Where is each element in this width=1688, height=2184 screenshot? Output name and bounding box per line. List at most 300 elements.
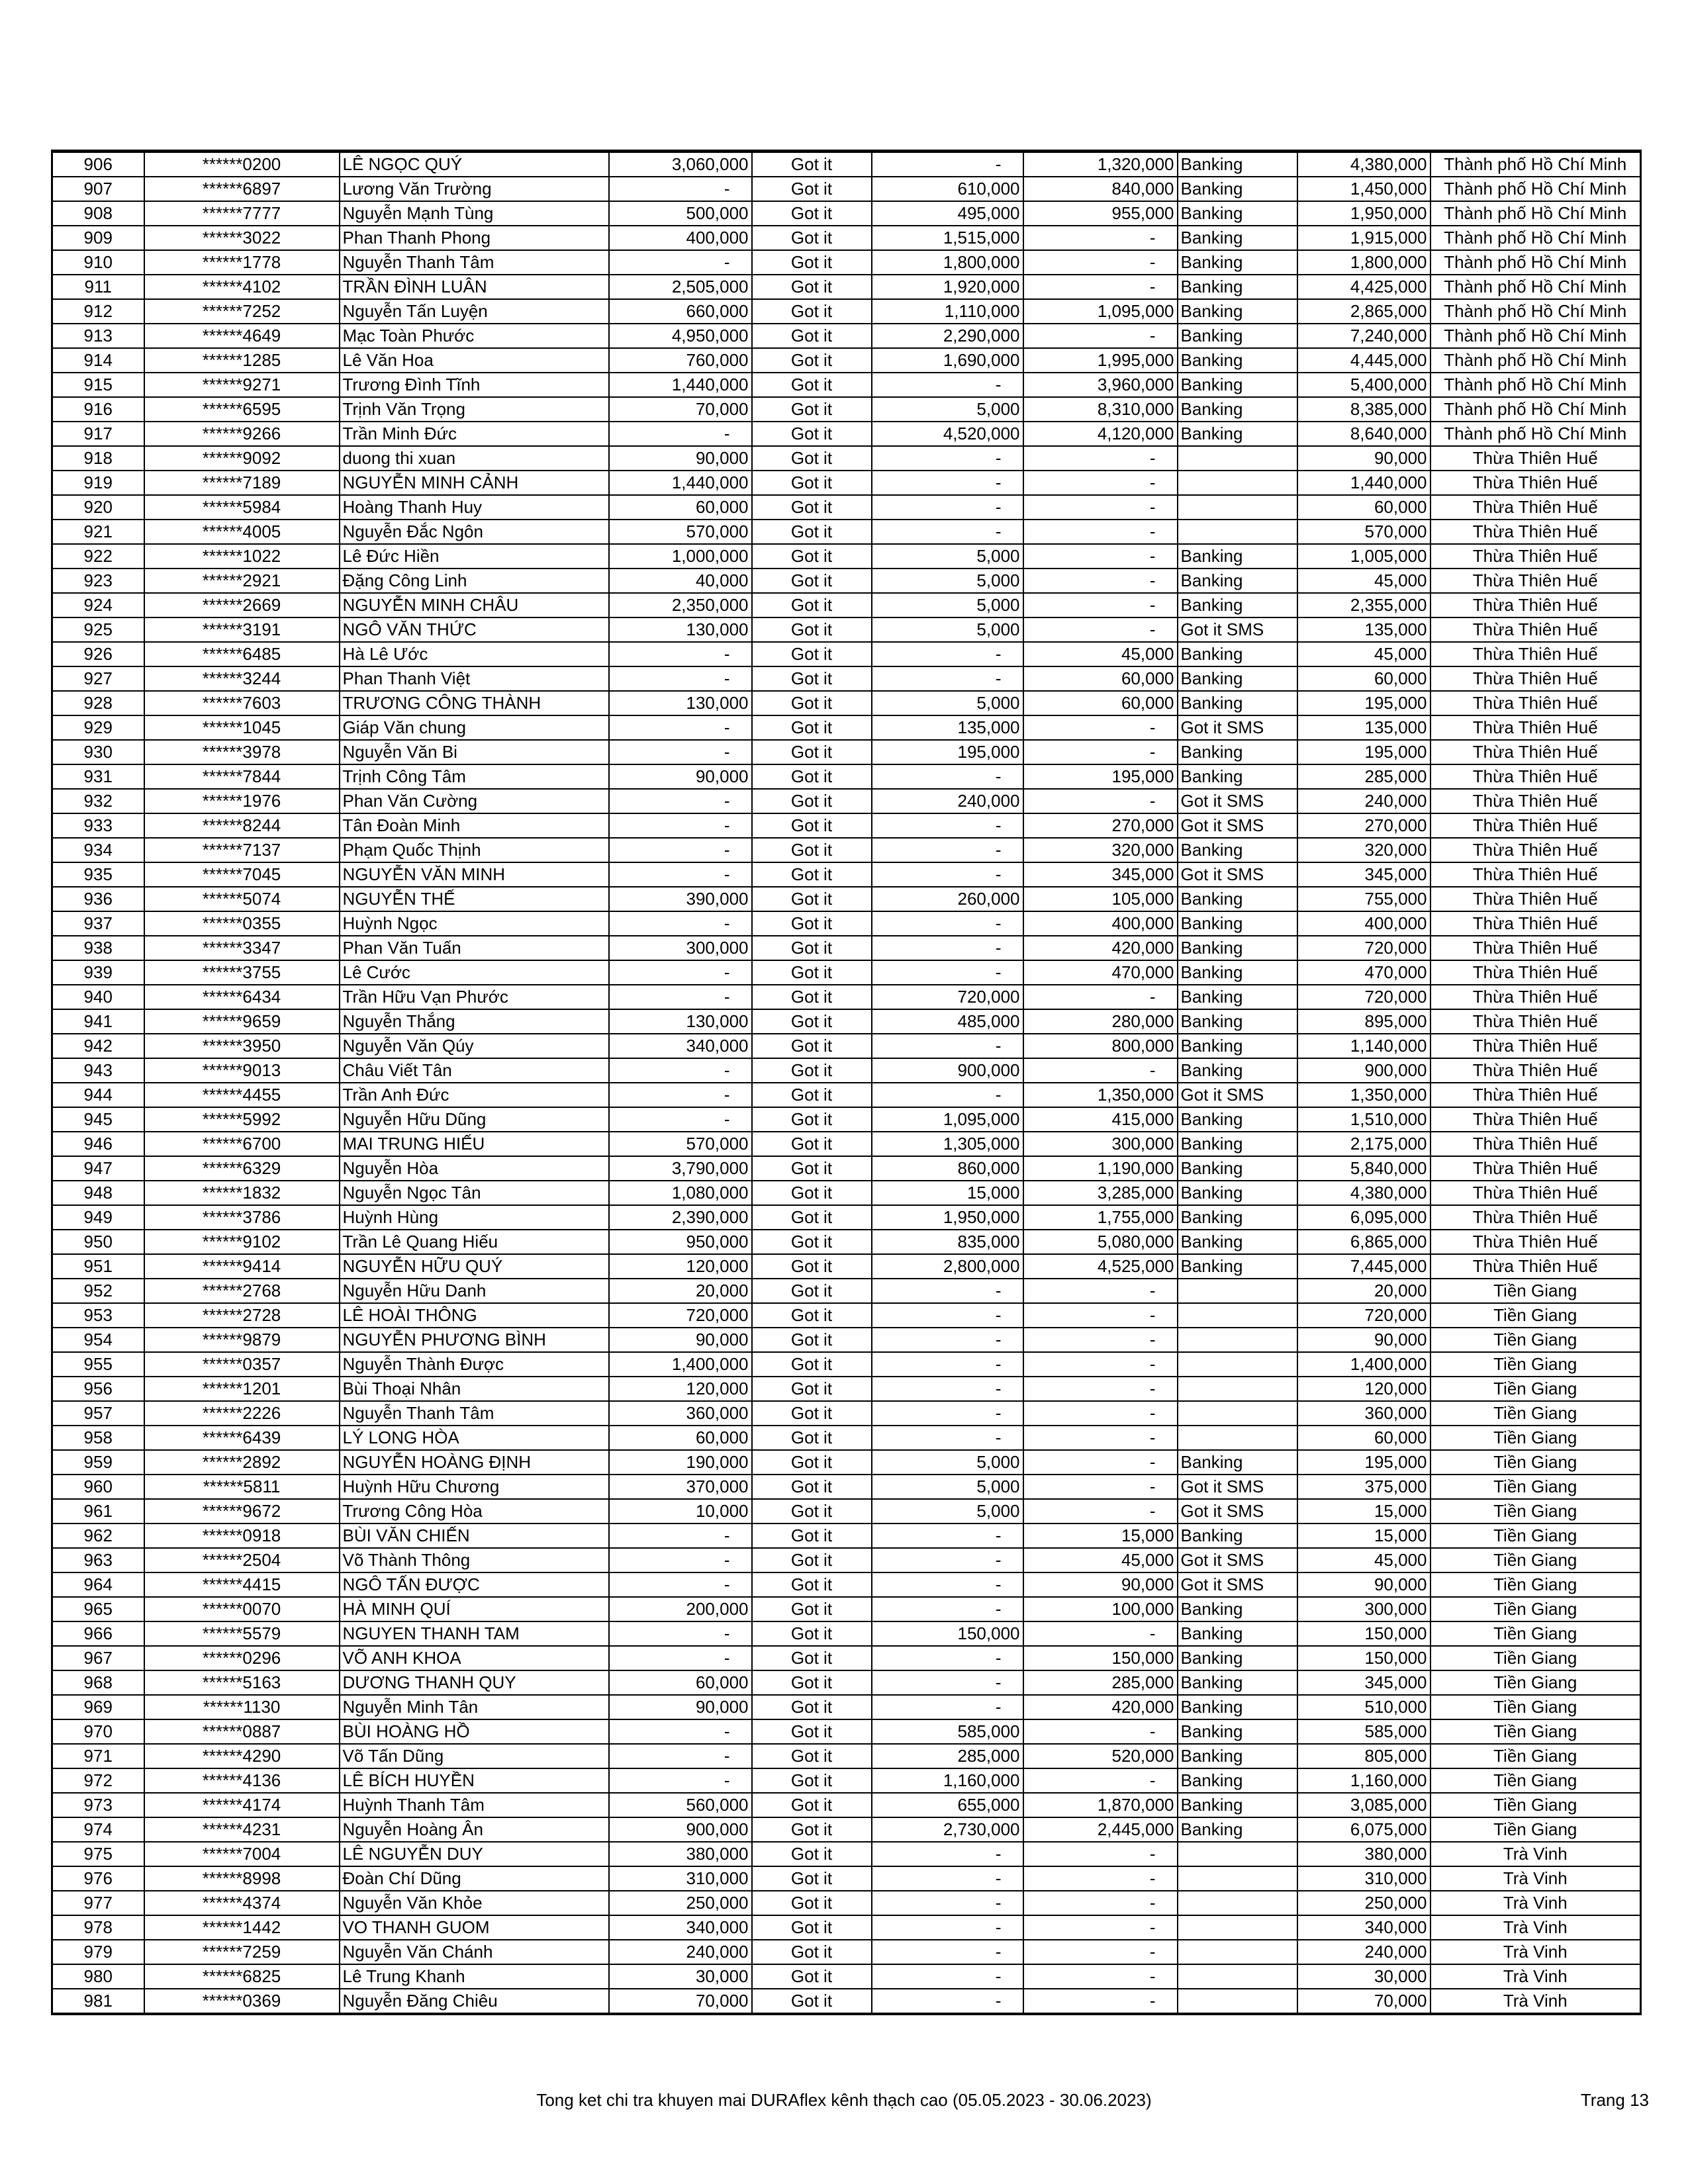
amount1-cell: 390,000 [609,887,752,911]
table-row [52,617,1641,642]
amount1-cell: 900,000 [609,1817,752,1842]
stt-cell: 910 [52,250,144,275]
phone-cell: ******6434 [144,985,340,1009]
table-row [52,1009,1641,1034]
method-cell: Banking [1178,1621,1297,1646]
province-cell: Thừa Thiên Huế [1430,740,1641,764]
province-cell: Thành phố Hồ Chí Minh [1430,226,1641,250]
stt-cell: 931 [52,764,144,789]
method-cell [1178,1866,1297,1891]
name-cell: NGUYỄN MINH CHÂU [340,593,609,617]
province-cell: Thừa Thiên Huế [1430,813,1641,838]
table-row [52,1940,1641,1964]
amount1-cell: - [609,1768,752,1793]
method-cell: Got it SMS [1178,1083,1297,1107]
status-cell: Got it [752,1181,872,1205]
stt-cell: 944 [52,1083,144,1107]
total-cell: 510,000 [1297,1695,1430,1719]
table-row [52,1254,1641,1279]
method-cell: Got it SMS [1178,813,1297,838]
total-cell: 320,000 [1297,838,1430,862]
method-cell [1178,1279,1297,1303]
status-cell: Got it [752,299,872,324]
table-row [52,569,1641,593]
amount2-cell: 720,000 [872,985,1023,1009]
table-row [52,471,1641,495]
amount1-cell: - [609,1719,752,1744]
method-cell: Banking [1178,1524,1297,1548]
amount1-cell: - [609,1058,752,1083]
amount2-cell: - [872,813,1023,838]
amount3-cell: 800,000 [1023,1034,1178,1058]
phone-cell: ******2768 [144,1279,340,1303]
status-cell: Got it [752,887,872,911]
method-cell: Banking [1178,1597,1297,1621]
status-cell: Got it [752,936,872,960]
total-cell: 60,000 [1297,666,1430,691]
amount2-cell: 15,000 [872,1181,1023,1205]
status-cell: Got it [752,691,872,715]
table-row [52,911,1641,936]
phone-cell: ******5579 [144,1621,340,1646]
name-cell: Hà Lê Ước [340,642,609,666]
total-cell: 240,000 [1297,789,1430,813]
name-cell: Hoàng Thanh Huy [340,495,609,520]
amount2-cell: 485,000 [872,1009,1023,1034]
status-cell: Got it [752,1719,872,1744]
amount3-cell: - [1023,1964,1178,1989]
method-cell: Banking [1178,1181,1297,1205]
phone-cell: ******3786 [144,1205,340,1230]
phone-cell: ******5163 [144,1670,340,1695]
amount1-cell: 950,000 [609,1230,752,1254]
total-cell: 250,000 [1297,1891,1430,1915]
stt-cell: 962 [52,1524,144,1548]
table-row [52,544,1641,569]
status-cell: Got it [752,1475,872,1499]
method-cell [1178,495,1297,520]
phone-cell: ******2226 [144,1401,340,1426]
stt-cell: 919 [52,471,144,495]
table-row [52,593,1641,617]
amount1-cell: - [609,1646,752,1670]
amount1-cell: 90,000 [609,1328,752,1352]
table-row [52,813,1641,838]
amount3-cell: - [1023,569,1178,593]
province-cell: Tiền Giang [1430,1719,1641,1744]
name-cell: Nguyễn Đăng Chiêu [340,1989,609,2014]
phone-cell: ******0357 [144,1352,340,1377]
amount1-cell: 70,000 [609,1989,752,2014]
status-cell: Got it [752,789,872,813]
name-cell: Huỳnh Thanh Tâm [340,1793,609,1817]
phone-cell: ******1442 [144,1915,340,1940]
total-cell: 8,640,000 [1297,422,1430,446]
name-cell: Nguyễn Thanh Tâm [340,1401,609,1426]
amount3-cell: 5,080,000 [1023,1230,1178,1254]
method-cell: Banking [1178,887,1297,911]
name-cell: MAI TRUNG HIẾU [340,1132,609,1156]
method-cell [1178,1328,1297,1352]
status-cell: Got it [752,715,872,740]
total-cell: 45,000 [1297,642,1430,666]
amount3-cell: - [1023,1719,1178,1744]
stt-cell: 918 [52,446,144,471]
province-cell: Thừa Thiên Huế [1430,1205,1641,1230]
name-cell: DƯƠNG THANH QUY [340,1670,609,1695]
stt-cell: 938 [52,936,144,960]
stt-cell: 960 [52,1475,144,1499]
stt-cell: 939 [52,960,144,985]
table-row [52,1352,1641,1377]
page-number: Trang 13 [1580,2090,1649,2110]
amount1-cell: 2,350,000 [609,593,752,617]
phone-cell: ******0200 [144,152,340,177]
method-cell: Banking [1178,1132,1297,1156]
name-cell: LÝ LONG HÒA [340,1426,609,1450]
total-cell: 900,000 [1297,1058,1430,1083]
total-cell: 195,000 [1297,1450,1430,1475]
method-cell: Banking [1178,1230,1297,1254]
amount3-cell: - [1023,324,1178,348]
method-cell [1178,471,1297,495]
province-cell: Thành phố Hồ Chí Minh [1430,324,1641,348]
method-cell: Got it SMS [1178,715,1297,740]
total-cell: 1,005,000 [1297,544,1430,569]
amount1-cell: - [609,177,752,201]
phone-cell: ******9271 [144,373,340,397]
status-cell: Got it [752,1009,872,1034]
name-cell: Trần Hữu Vạn Phước [340,985,609,1009]
phone-cell: ******2892 [144,1450,340,1475]
amount3-cell: - [1023,544,1178,569]
amount2-cell: 900,000 [872,1058,1023,1083]
table-row [52,324,1641,348]
province-cell: Thừa Thiên Huế [1430,1009,1641,1034]
table-row [52,1597,1641,1621]
table-row [52,1132,1641,1156]
amount2-cell: 1,515,000 [872,226,1023,250]
name-cell: Nguyễn Minh Tân [340,1695,609,1719]
status-cell: Got it [752,1768,872,1793]
name-cell: Trần Minh Đức [340,422,609,446]
amount2-cell: - [872,1597,1023,1621]
method-cell [1178,520,1297,544]
status-cell: Got it [752,1670,872,1695]
phone-cell: ******1130 [144,1695,340,1719]
status-cell: Got it [752,764,872,789]
method-cell [1178,1426,1297,1450]
amount1-cell: 130,000 [609,1009,752,1034]
phone-cell: ******7777 [144,201,340,226]
amount2-cell: - [872,666,1023,691]
amount2-cell: - [872,1279,1023,1303]
province-cell: Tiền Giang [1430,1401,1641,1426]
table-row [52,422,1641,446]
name-cell: Bùi Thoại Nhân [340,1377,609,1401]
amount1-cell: 370,000 [609,1475,752,1499]
stt-cell: 940 [52,985,144,1009]
name-cell: VÕ ANH KHOA [340,1646,609,1670]
amount2-cell: - [872,1891,1023,1915]
phone-cell: ******7004 [144,1842,340,1866]
name-cell: Nguyễn Thành Được [340,1352,609,1377]
method-cell: Banking [1178,740,1297,764]
table-row [52,152,1641,177]
amount1-cell: - [609,666,752,691]
amount3-cell: 345,000 [1023,862,1178,887]
table-row [52,1475,1641,1499]
table-row [52,789,1641,813]
amount3-cell: 1,190,000 [1023,1156,1178,1181]
amount1-cell: 1,440,000 [609,373,752,397]
status-cell: Got it [752,1866,872,1891]
amount2-cell: - [872,446,1023,471]
amount2-cell: - [872,1915,1023,1940]
total-cell: 45,000 [1297,569,1430,593]
amount1-cell: 120,000 [609,1254,752,1279]
method-cell: Banking [1178,422,1297,446]
method-cell: Banking [1178,348,1297,373]
status-cell: Got it [752,1377,872,1401]
table-row [52,1156,1641,1181]
status-cell: Got it [752,1303,872,1328]
status-cell: Got it [752,1891,872,1915]
status-cell: Got it [752,1156,872,1181]
name-cell: Võ Thành Thông [340,1548,609,1572]
status-cell: Got it [752,813,872,838]
stt-cell: 953 [52,1303,144,1328]
status-cell: Got it [752,1548,872,1572]
status-cell: Got it [752,1695,872,1719]
method-cell: Banking [1178,1744,1297,1768]
table-row [52,1817,1641,1842]
province-cell: Thành phố Hồ Chí Minh [1430,397,1641,422]
total-cell: 285,000 [1297,764,1430,789]
amount1-cell: 3,060,000 [609,152,752,177]
amount2-cell: 150,000 [872,1621,1023,1646]
phone-cell: ******6329 [144,1156,340,1181]
total-cell: 895,000 [1297,1009,1430,1034]
phone-cell: ******9102 [144,1230,340,1254]
total-cell: 15,000 [1297,1499,1430,1524]
table-row [52,250,1641,275]
table-row [52,1842,1641,1866]
phone-cell: ******9879 [144,1328,340,1352]
table-row [52,520,1641,544]
name-cell: Huỳnh Hùng [340,1205,609,1230]
stt-cell: 950 [52,1230,144,1254]
province-cell: Thừa Thiên Huế [1430,569,1641,593]
name-cell: NGUYEN THANH TAM [340,1621,609,1646]
province-cell: Thừa Thiên Huế [1430,593,1641,617]
method-cell: Banking [1178,177,1297,201]
stt-cell: 926 [52,642,144,666]
amount3-cell: - [1023,471,1178,495]
table-row [52,1646,1641,1670]
amount1-cell: - [609,740,752,764]
table-row [52,1891,1641,1915]
name-cell: NGUYỄN HỮU QUÝ [340,1254,609,1279]
province-cell: Tiền Giang [1430,1499,1641,1524]
name-cell: NGUYỄN VĂN MINH [340,862,609,887]
amount1-cell: 3,790,000 [609,1156,752,1181]
phone-cell: ******4455 [144,1083,340,1107]
province-cell: Thừa Thiên Huế [1430,642,1641,666]
stt-cell: 933 [52,813,144,838]
amount3-cell: 400,000 [1023,911,1178,936]
method-cell: Got it SMS [1178,862,1297,887]
phone-cell: ******3022 [144,226,340,250]
method-cell: Banking [1178,544,1297,569]
amount2-cell: - [872,1670,1023,1695]
total-cell: 310,000 [1297,1866,1430,1891]
name-cell: NGUYỄN HOÀNG ĐỊNH [340,1450,609,1475]
stt-cell: 981 [52,1989,144,2014]
amount2-cell: - [872,471,1023,495]
province-cell: Thừa Thiên Huế [1430,1107,1641,1132]
method-cell: Banking [1178,666,1297,691]
amount1-cell: - [609,911,752,936]
phone-cell: ******8998 [144,1866,340,1891]
amount2-cell: - [872,1989,1023,2014]
amount3-cell: - [1023,715,1178,740]
stt-cell: 975 [52,1842,144,1866]
amount1-cell: 60,000 [609,1426,752,1450]
method-cell: Banking [1178,691,1297,715]
stt-cell: 929 [52,715,144,740]
name-cell: BÙI VĂN CHIẾN [340,1524,609,1548]
phone-cell: ******4005 [144,520,340,544]
name-cell: Giáp Văn chung [340,715,609,740]
amount2-cell: 260,000 [872,887,1023,911]
province-cell: Thừa Thiên Huế [1430,617,1641,642]
amount2-cell: 1,690,000 [872,348,1023,373]
total-cell: 6,075,000 [1297,1817,1430,1842]
amount1-cell: - [609,862,752,887]
amount1-cell: - [609,838,752,862]
stt-cell: 977 [52,1891,144,1915]
amount2-cell: - [872,495,1023,520]
amount3-cell: - [1023,1426,1178,1450]
method-cell: Banking [1178,250,1297,275]
status-cell: Got it [752,985,872,1009]
amount2-cell: 1,095,000 [872,1107,1023,1132]
stt-cell: 978 [52,1915,144,1940]
stt-cell: 949 [52,1205,144,1230]
province-cell: Thừa Thiên Huế [1430,1083,1641,1107]
province-cell: Thừa Thiên Huế [1430,471,1641,495]
amount2-cell: 1,110,000 [872,299,1023,324]
province-cell: Tiền Giang [1430,1572,1641,1597]
amount2-cell: - [872,1572,1023,1597]
status-cell: Got it [752,1499,872,1524]
method-cell: Got it SMS [1178,789,1297,813]
name-cell: Lê Đức Hiền [340,544,609,569]
amount2-cell: - [872,1842,1023,1866]
amount1-cell: - [609,1572,752,1597]
status-cell: Got it [752,1279,872,1303]
total-cell: 70,000 [1297,1989,1430,2014]
amount3-cell: - [1023,1377,1178,1401]
status-cell: Got it [752,1083,872,1107]
stt-cell: 935 [52,862,144,887]
name-cell: Đặng Công Linh [340,569,609,593]
amount3-cell: 100,000 [1023,1597,1178,1621]
phone-cell: ******1045 [144,715,340,740]
phone-cell: ******1285 [144,348,340,373]
total-cell: 1,440,000 [1297,471,1430,495]
amount3-cell: - [1023,1475,1178,1499]
name-cell: VO THANH GUOM [340,1915,609,1940]
method-cell: Banking [1178,1817,1297,1842]
province-cell: Thừa Thiên Huế [1430,1132,1641,1156]
amount3-cell: - [1023,1303,1178,1328]
name-cell: HÀ MINH QUÍ [340,1597,609,1621]
stt-cell: 980 [52,1964,144,1989]
phone-cell: ******1778 [144,250,340,275]
amount3-cell: 4,120,000 [1023,422,1178,446]
status-cell: Got it [752,569,872,593]
total-cell: 470,000 [1297,960,1430,985]
amount2-cell: 655,000 [872,1793,1023,1817]
total-cell: 150,000 [1297,1646,1430,1670]
province-cell: Thừa Thiên Huế [1430,1181,1641,1205]
stt-cell: 959 [52,1450,144,1475]
amount1-cell: 90,000 [609,446,752,471]
method-cell [1178,1842,1297,1866]
amount1-cell: - [609,1744,752,1768]
total-cell: 30,000 [1297,1964,1430,1989]
amount2-cell: 5,000 [872,1499,1023,1524]
method-cell: Banking [1178,569,1297,593]
amount2-cell: 285,000 [872,1744,1023,1768]
total-cell: 4,380,000 [1297,1181,1430,1205]
stt-cell: 915 [52,373,144,397]
amount1-cell: - [609,1621,752,1646]
method-cell: Banking [1178,1058,1297,1083]
total-cell: 375,000 [1297,1475,1430,1499]
stt-cell: 968 [52,1670,144,1695]
stt-cell: 970 [52,1719,144,1744]
amount2-cell: 1,800,000 [872,250,1023,275]
method-cell: Banking [1178,593,1297,617]
table-row [52,715,1641,740]
method-cell: Got it SMS [1178,617,1297,642]
province-cell: Thành phố Hồ Chí Minh [1430,177,1641,201]
stt-cell: 932 [52,789,144,813]
province-cell: Tiền Giang [1430,1695,1641,1719]
method-cell: Banking [1178,960,1297,985]
total-cell: 1,160,000 [1297,1768,1430,1793]
table-row [52,1058,1641,1083]
phone-cell: ******0070 [144,1597,340,1621]
name-cell: Huỳnh Ngọc [340,911,609,936]
phone-cell: ******7259 [144,1940,340,1964]
name-cell: Huỳnh Hữu Chương [340,1475,609,1499]
amount2-cell: - [872,1964,1023,1989]
total-cell: 4,425,000 [1297,275,1430,299]
status-cell: Got it [752,373,872,397]
method-cell: Banking [1178,152,1297,177]
amount1-cell: 240,000 [609,1940,752,1964]
status-cell: Got it [752,177,872,201]
name-cell: Nguyễn Đắc Ngôn [340,520,609,544]
total-cell: 7,240,000 [1297,324,1430,348]
total-cell: 300,000 [1297,1597,1430,1621]
phone-cell: ******5992 [144,1107,340,1132]
method-cell: Banking [1178,1646,1297,1670]
